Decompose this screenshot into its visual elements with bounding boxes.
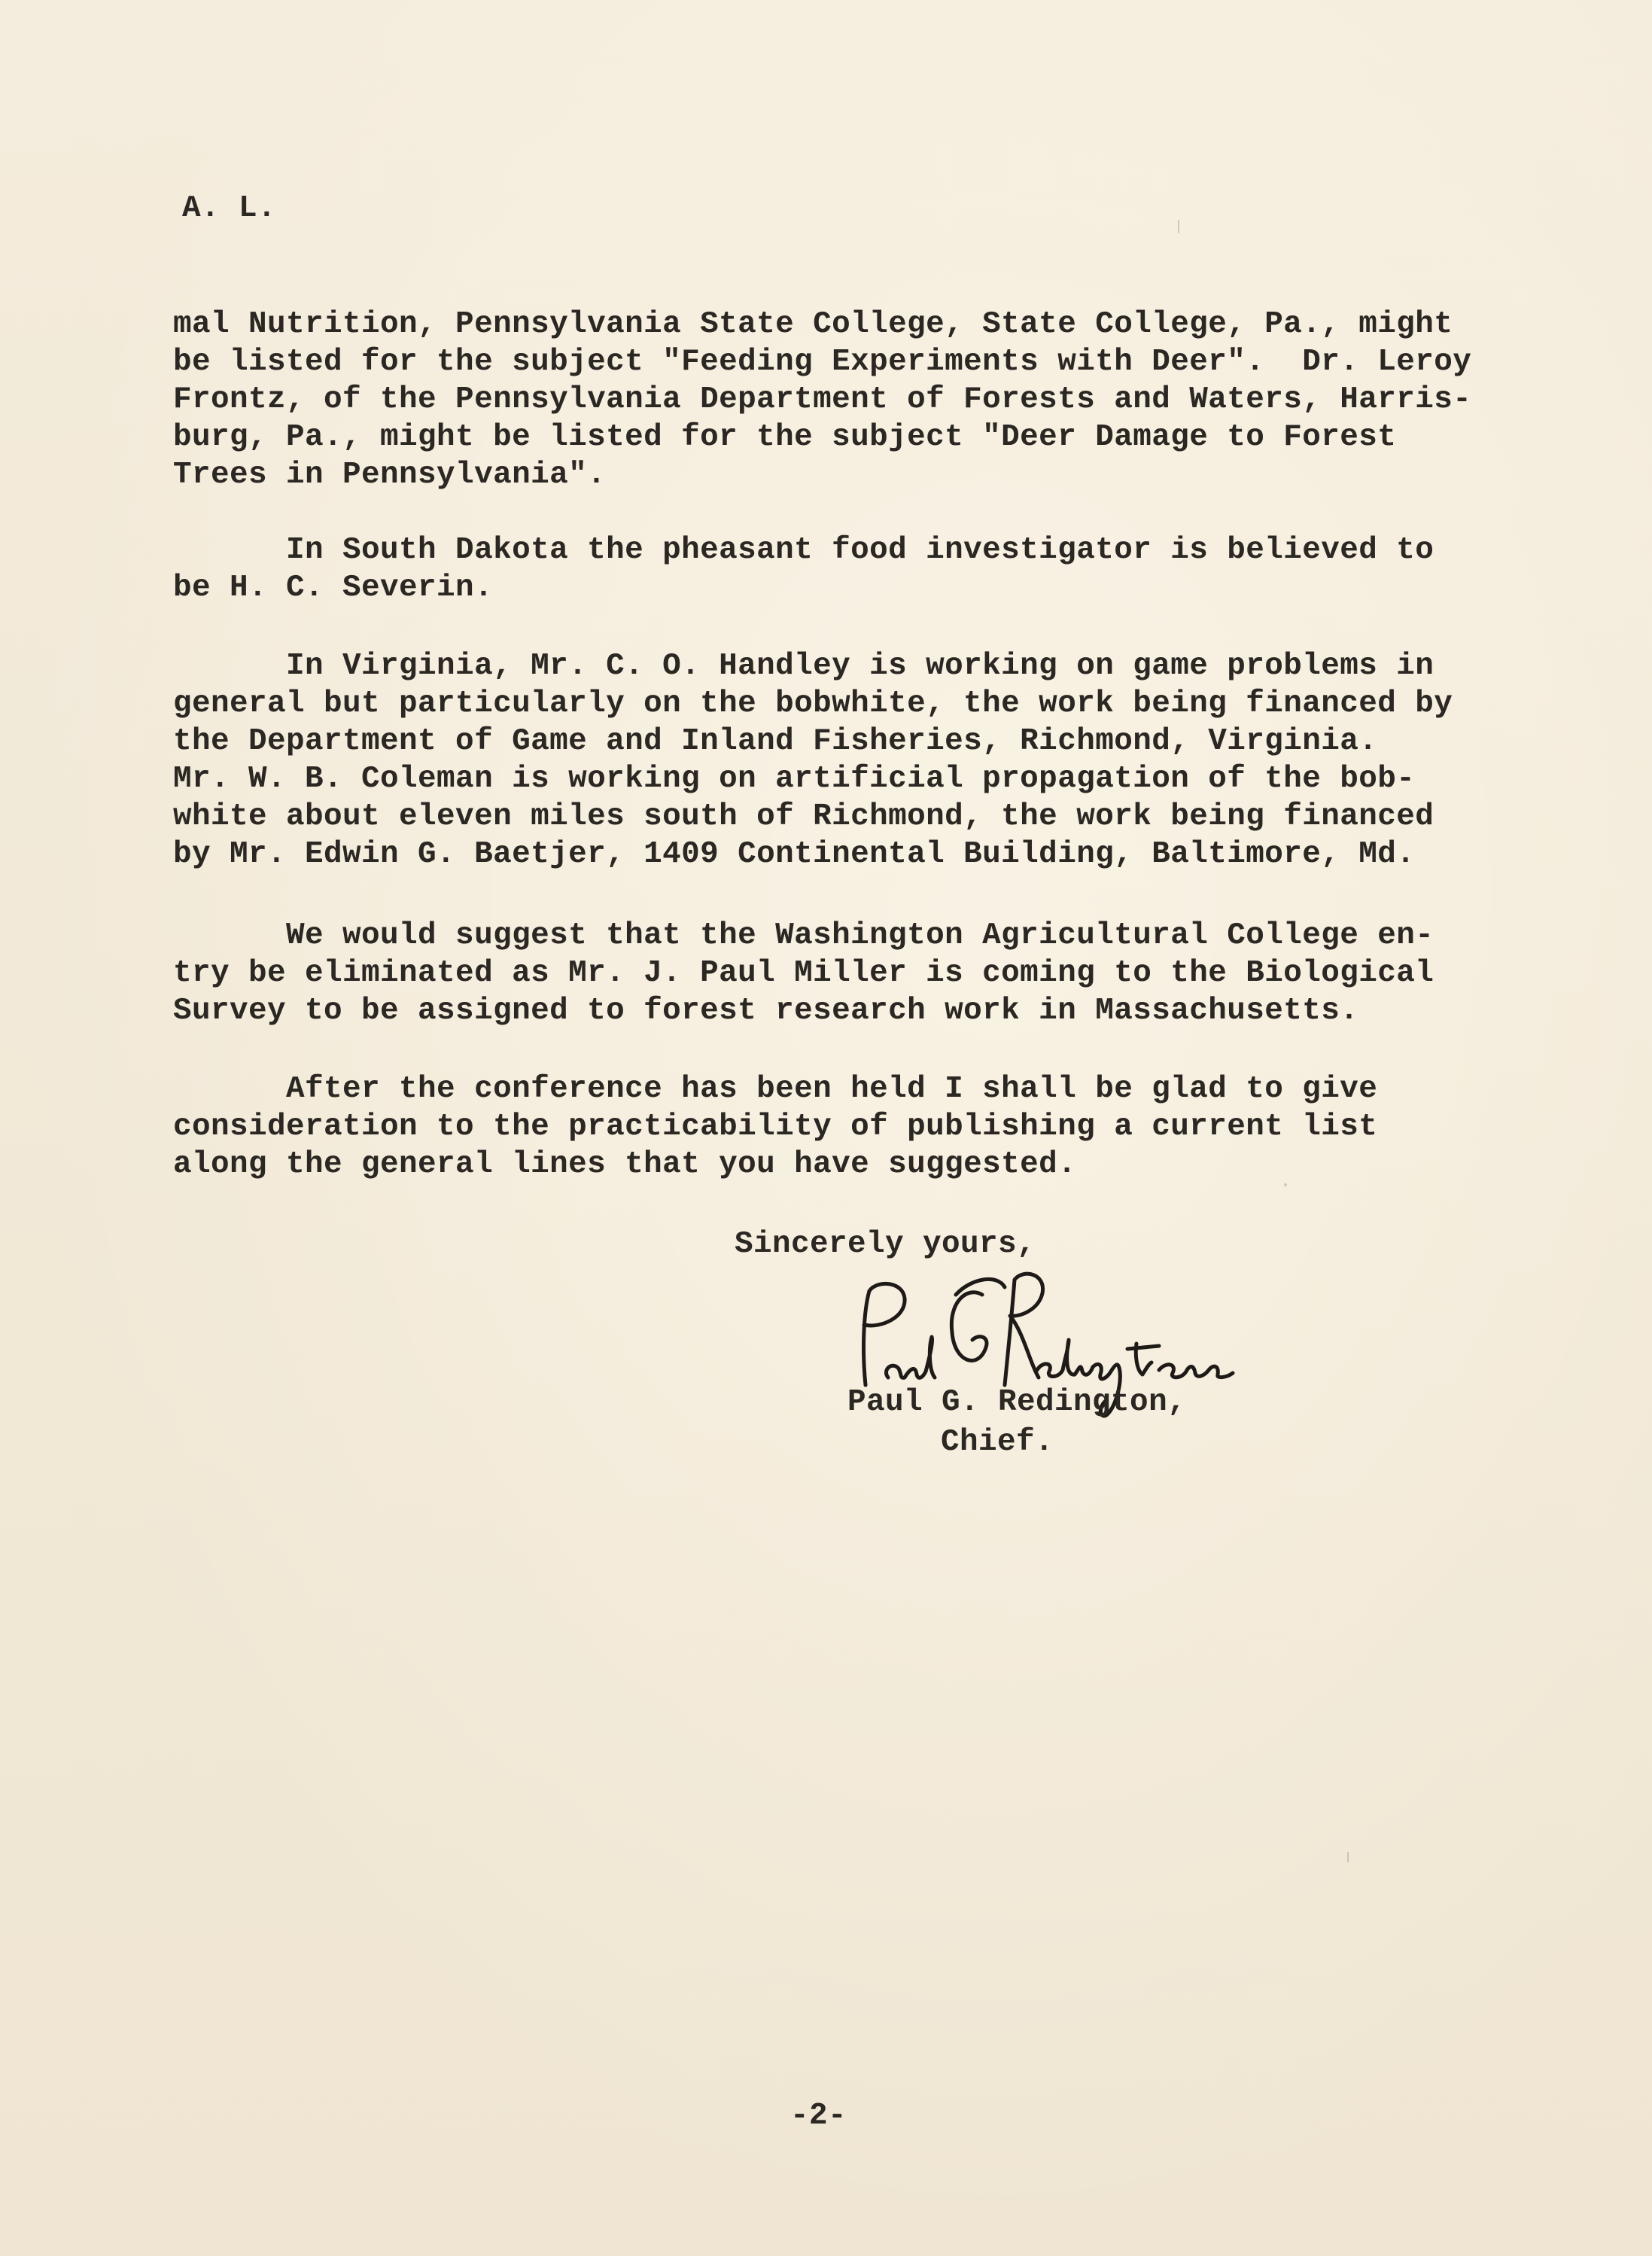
signer-title: Chief.: [941, 1425, 1054, 1460]
paragraph-1-line: mal Nutrition, Pennsylvania State College, State College, Pa., might: [173, 307, 1453, 342]
paragraph-5: [173, 1070, 1377, 1183]
paragraph-5-line: along the general lines that you have suggested.: [173, 1147, 1077, 1182]
paragraph-4: [173, 917, 1434, 1030]
paragraph-1-line: Frontz, of the Pennsylvania Department of Forests and Waters, Harris-: [173, 382, 1472, 417]
paragraph-1-line: burg, Pa., might be listed for the subject "Deer Damage to Forest: [173, 420, 1397, 455]
paragraph-1-line: be listed for the subject "Feeding Experiments with Deer". Dr. Leroy: [173, 345, 1472, 379]
paragraph-5-line: After the conference has been held I shall be glad to give: [173, 1072, 1378, 1107]
paper-speck: [1284, 1183, 1287, 1186]
paragraph-3-line: In Virginia, Mr. C. O. Handley is working on game problems in: [173, 649, 1434, 683]
paper-speck: [1178, 220, 1179, 233]
paragraph-3-line: the Department of Game and Inland Fisheries, Richmond, Virginia.: [173, 724, 1378, 759]
paragraph-3-line: white about eleven miles south of Richmond, the work being financed: [173, 799, 1434, 834]
page-number: -2-: [790, 2099, 847, 2133]
paragraph-2-line: be H. C. Severin.: [173, 571, 494, 605]
paragraph-2-line: In South Dakota the pheasant food investigator is believed to: [173, 533, 1434, 568]
paragraph-1-line: Trees in Pennsylvania".: [173, 458, 607, 492]
paragraph-2: [173, 531, 1434, 607]
paragraph-1: [173, 306, 1471, 494]
paragraph-5-line: consideration to the practicability of publishing a current list: [173, 1110, 1378, 1144]
paragraph-3: [173, 647, 1453, 873]
paragraph-4-line: We would suggest that the Washington Agricultural College en-: [173, 918, 1434, 953]
signer-name: Paul G. Redington,: [847, 1385, 1187, 1420]
paragraph-3-line: Mr. W. B. Coleman is working on artificial propagation of the bob-: [173, 762, 1416, 796]
paper-speck: [1347, 1852, 1349, 1862]
paragraph-4-line: Survey to be assigned to forest research work in Massachusetts.: [173, 994, 1359, 1028]
page-header: A. L.: [182, 191, 277, 226]
paragraph-3-line: general but particularly on the bobwhite, the work being financed by: [173, 687, 1453, 721]
paragraph-3-line: by Mr. Edwin G. Baetjer, 1409 Continental Building, Baltimore, Md.: [173, 837, 1416, 872]
paragraph-4-line: try be eliminated as Mr. J. Paul Miller is coming to the Biological: [173, 956, 1434, 991]
closing-line: Sincerely yours,: [735, 1227, 1036, 1262]
